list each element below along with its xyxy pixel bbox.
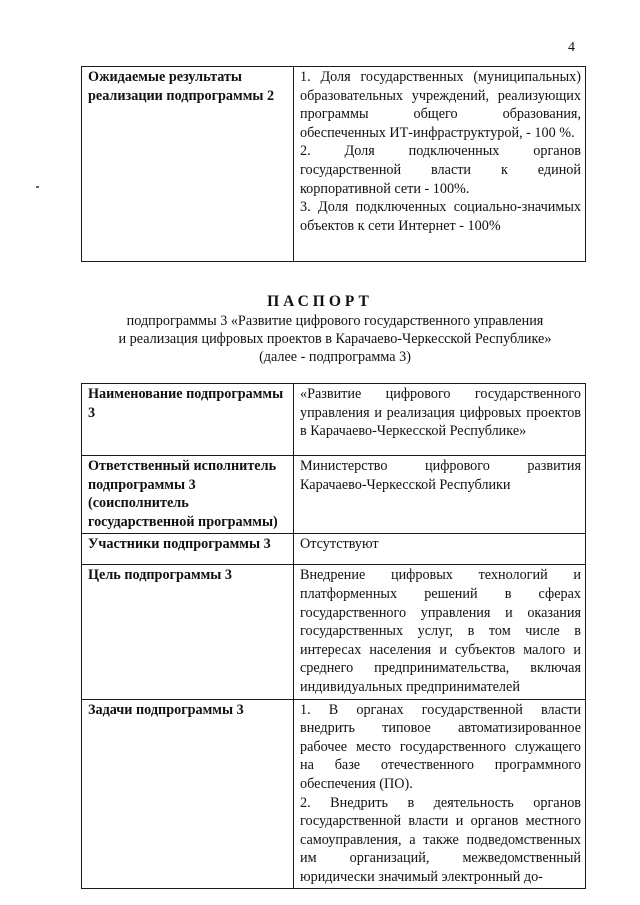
table-row [82, 67, 586, 262]
expected-results-table [81, 66, 586, 262]
row-value [294, 67, 586, 262]
stray-mark [36, 186, 39, 188]
row-value [294, 534, 586, 565]
task-item-2: 2. Внедрить в деятельность органов государственной власти и органов местного самоуправления, а также подведомственных им организаций, межведомственный юридически значимый электронный до- [300, 794, 581, 885]
row-value [294, 456, 586, 534]
result-item-1: 1. Доля государственных (муниципальных) образовательных учреждений, реализующих программы общего образования, обеспеченных ИТ-инфраструктурой, - 100 %. [300, 69, 581, 141]
row-label: Ответственный исполнитель подпрограммы 3 (соисполнитель государственной программы) [82, 456, 294, 534]
row-label: Участники подпрограммы 3 [82, 534, 294, 565]
subtitle-line-1: подпрограммы 3 «Развитие цифрового государственного управления [126, 313, 544, 329]
row-label: Ожидаемые результаты реализации подпрограммы 2 [82, 67, 294, 262]
goal-value: Внедрение цифровых технологий и платформенных решений в сферах государственного управления и оказания государственных услуг, в том числе в интересах населения и субъектов малого и среднего предпринимательства, включая индивидуальных предпринимателей [300, 567, 581, 695]
passport-title: ПАСПОРТ [267, 293, 373, 310]
table-row [82, 456, 586, 534]
passport-subtitle [100, 312, 570, 366]
row-value [294, 699, 586, 889]
participants-value: Отсутствуют [300, 536, 379, 553]
result-item-2: 2. Доля подключенных органов государственной власти к единой корпоративной сети - 100%. [300, 143, 581, 197]
result-item-3: 3. Доля подключенных социально-значимых объектов к сети Интернет - 100% [300, 199, 581, 234]
table-row [82, 384, 586, 456]
table-row [82, 534, 586, 565]
subtitle-line-2: и реализация цифровых проектов в Карачаево-Черкесской Республике» [118, 331, 552, 347]
row-value [294, 565, 586, 699]
table-row [82, 699, 586, 889]
name-value: «Развитие цифрового государственного управления и реализация цифровых проектов в Карачаево-Черкесской Республике» [300, 386, 581, 440]
subtitle-line-3: (далее - подпрограмма 3) [259, 349, 411, 365]
executor-value: Министерство цифрового развития Карачаево-Черкесской Республики [300, 458, 581, 493]
passport-table [81, 383, 586, 889]
row-label: Цель подпрограммы 3 [82, 565, 294, 699]
row-label: Наименование подпрограммы 3 [82, 384, 294, 456]
row-label: Задачи подпрограммы 3 [82, 699, 294, 889]
page-number: 4 [568, 40, 575, 55]
task-item-1: 1. В органах государственной власти внедрить типовое автоматизированное рабочее место государственного служащего на базе отечественного программного обеспечения (ПО). [300, 701, 581, 792]
row-value [294, 384, 586, 456]
table-row [82, 565, 586, 699]
